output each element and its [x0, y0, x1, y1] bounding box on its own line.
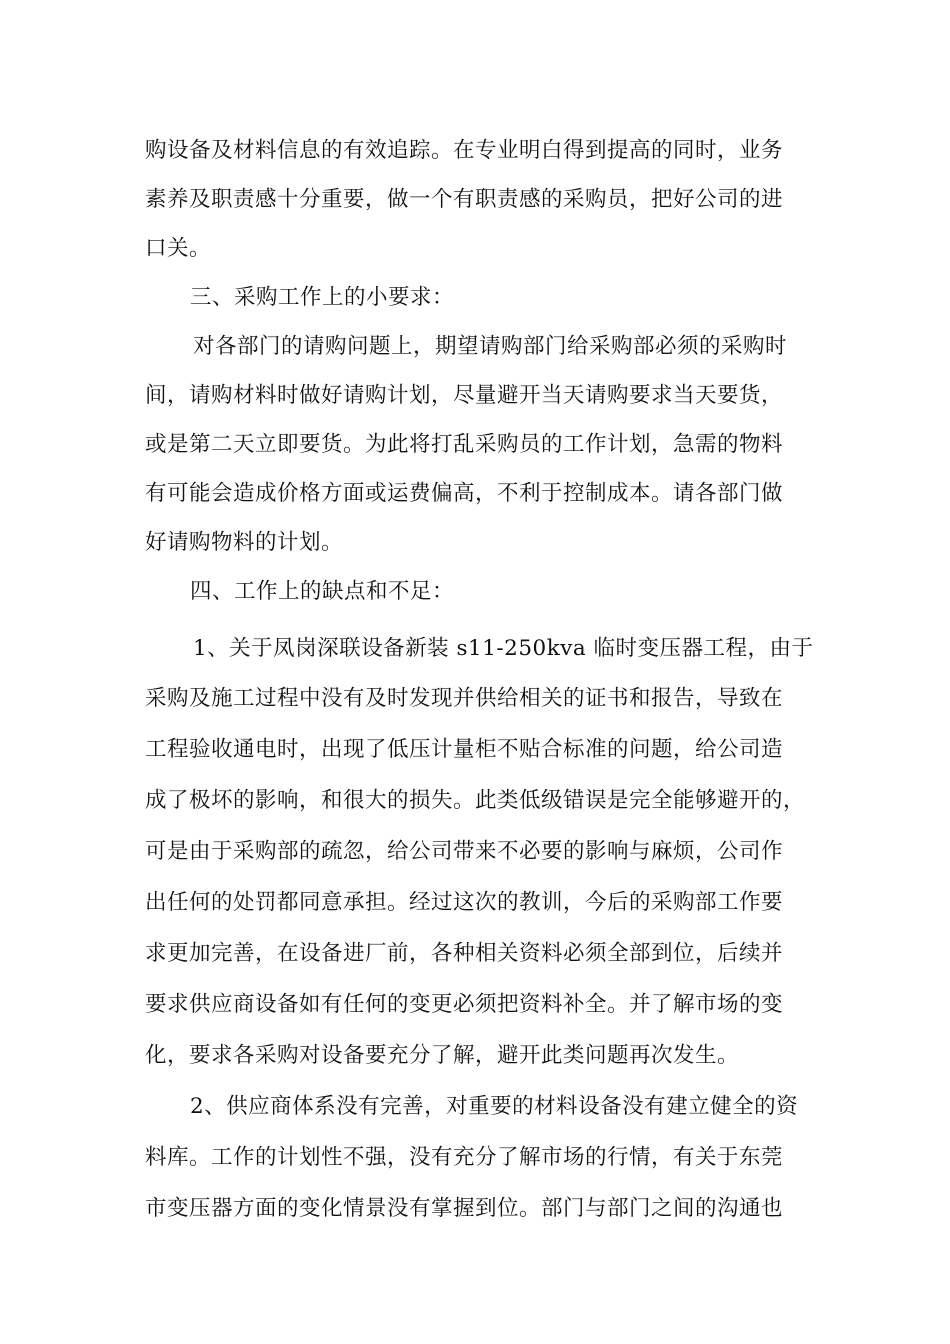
text-line-17: 求更加完善，在设备进厂前，各种相关资料必须全部到位，后续并: [145, 941, 784, 966]
text-line-3: 口关。: [145, 236, 212, 261]
text-line-9: 好请购物料的计划。: [145, 530, 344, 555]
text-line-18: 要求供应商设备如有任何的变更必须把资料补全。并了解市场的变: [145, 992, 784, 1017]
text-line-11: 1、关于凤岗深联设备新装 s11-250kva 临时变压器工程，由于: [193, 636, 814, 661]
text-line-12: 采购及施工过程中没有及时发现并供给相关的证书和报告，导致在: [145, 686, 784, 711]
text-line-2: 素养及职责感十分重要，做一个有职责感的采购员，把好公司的进: [145, 187, 784, 212]
text-line-8: 有可能会造成价格方面或运费偏高，不利于控制成本。请各部门做: [145, 481, 784, 506]
text-line-22: 市变压器方面的变化情景没有掌握到位。部门与部门之间的沟通也: [145, 1196, 784, 1221]
text-line-15: 可是由于采购部的疏忽，给公司带来不必要的影响与麻烦，公司作: [145, 839, 784, 864]
text-line-6: 间，请购材料时做好请购计划，尽量避开当天请购要求当天要货，: [145, 383, 784, 408]
text-line-7: 或是第二天立即要货。为此将打乱采购员的工作计划，急需的物料: [145, 432, 784, 457]
text-line-21: 料库。工作的计划性不强，没有充分了解市场的行情，有关于东莞: [145, 1145, 784, 1170]
text-line-20: 2、供应商体系没有完善，对重要的材料设备没有建立健全的资: [190, 1094, 799, 1119]
text-line-1: 购设备及材料信息的有效追踪。在专业明白得到提高的同时，业务: [145, 138, 784, 163]
text-line-14: 成了极坏的影响，和很大的损失。此类低级错误是完全能够避开的，: [145, 788, 806, 813]
section-heading-3: 三、采购工作上的小要求：: [190, 285, 455, 310]
text-line-16: 出任何的处罚都同意承担。经过这次的教训，今后的采购部工作要: [145, 890, 784, 915]
text-line-5: 对各部门的请购问题上，期望请购部门给采购部必须的采购时: [193, 334, 788, 359]
text-line-19: 化，要求各采购对设备要充分了解，避开此类问题再次发生。: [145, 1043, 740, 1068]
text-line-13: 工程验收通电时，出现了低压计量柜不贴合标准的问题，给公司造: [145, 737, 784, 762]
section-heading-4: 四、工作上的缺点和不足：: [190, 579, 455, 604]
